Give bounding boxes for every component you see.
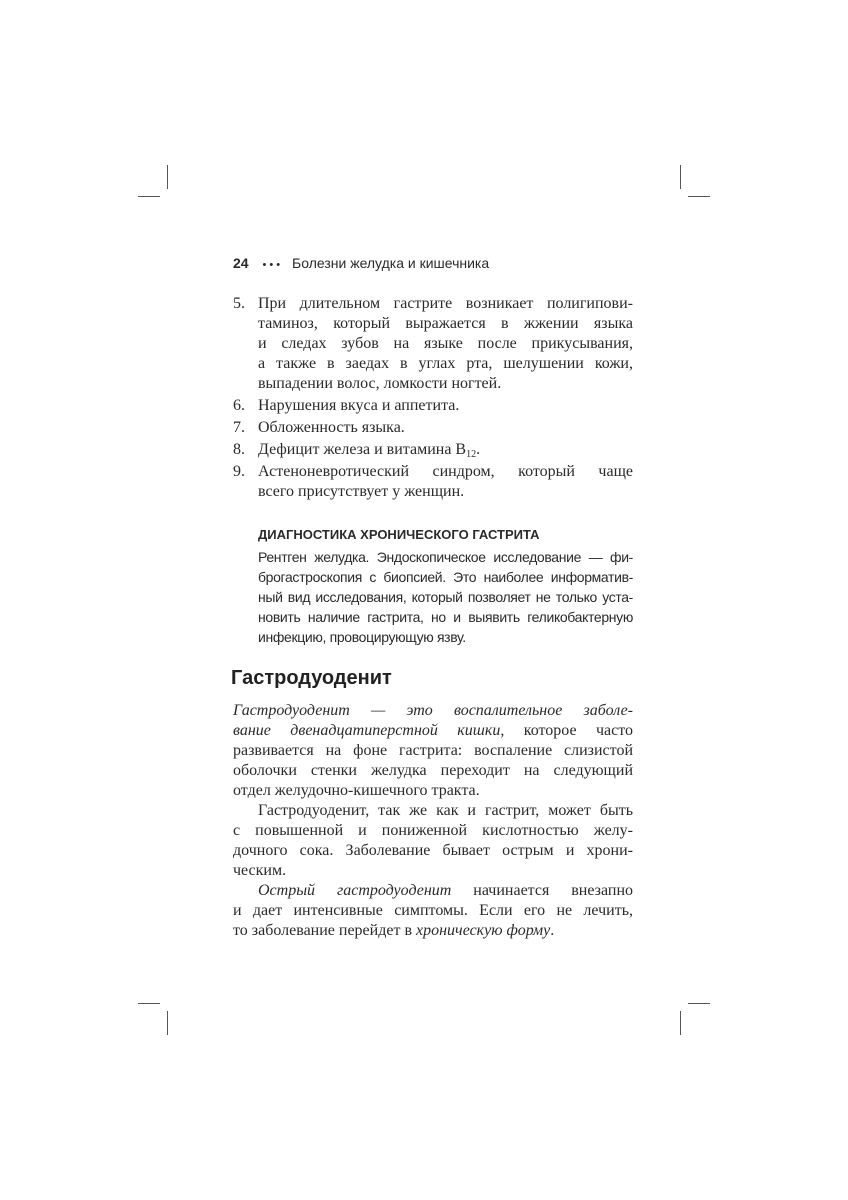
crop-mark [138, 196, 160, 197]
list-item-line: и следах зубов на языке после прикусывания, [258, 335, 633, 352]
italic-text: Острый гастродуоденит [258, 882, 452, 899]
section-body [233, 701, 633, 941]
crop-mark [680, 165, 681, 189]
diagnostics-line: Рентген желудка. Эндоскопическое исследование — фи- [258, 549, 633, 565]
list-item-line: При длительном гастрите возникает полигипови- [258, 295, 633, 312]
text: то заболевание перейдет в [233, 922, 417, 939]
list-item-line: а также в заедах в углах рта, шелушении кожи, [258, 355, 633, 372]
paragraph-line: и дает интенсивные симптомы. Если его не лечить, [233, 902, 633, 919]
list-item-line: таминоз, который выражается в жжении языка [258, 315, 633, 332]
list-number: 5. [233, 295, 245, 312]
diagnostics-block [233, 526, 633, 647]
list-item-text: Дефицит железа и витамина B [258, 441, 467, 458]
paragraph-line: Гастродуоденит, так же как и гастрит, может быть [258, 802, 633, 819]
paragraph-line [233, 881, 633, 901]
running-title: Болезни желудка и кишечника [292, 255, 490, 271]
paragraph-line: дочного сока. Заболевание бывает острым и хрони- [233, 842, 633, 859]
paragraph-line [233, 721, 633, 741]
italic-text: хроническую форму [416, 922, 551, 939]
crop-mark [680, 1011, 681, 1035]
crop-mark [688, 196, 710, 197]
header-dots: • • • [262, 259, 281, 271]
page-content [233, 254, 633, 941]
list-item-line: Обложенность языка. [258, 419, 405, 436]
page-number: 24 [233, 255, 249, 271]
numbered-list [233, 294, 633, 502]
paragraph-line: ческим. [233, 862, 287, 879]
paragraph-line: оболочки стенки желудка переходит на следующий [233, 762, 633, 779]
crop-mark [167, 1011, 168, 1035]
list-item-line: Нарушения вкуса и аппетита. [258, 397, 460, 414]
text: , которое часто [500, 722, 633, 739]
diagnostics-line: ный вид исследования, который позволяет не только уста- [258, 589, 633, 605]
list-item [233, 294, 633, 394]
crop-mark [138, 1003, 160, 1004]
crop-mark [167, 165, 168, 189]
list-item [233, 440, 633, 460]
section-title: Гастродуоденит [231, 667, 392, 689]
list-item-line: всего присутствует у женщин. [258, 483, 465, 500]
list-item [233, 418, 633, 438]
text: . [550, 922, 555, 939]
list-number: 6. [233, 397, 245, 414]
paragraph-line: отдел желудочно-кишечного тракта. [233, 782, 480, 799]
paragraph-line: с повышенной и пониженной кислотностью желу- [233, 822, 633, 839]
text: начинается внезапно [451, 882, 633, 899]
list-item [233, 462, 633, 502]
list-item-line [258, 440, 633, 460]
paragraph-line: развивается на фоне гастрита: воспаление слизистой [233, 742, 633, 759]
italic-text: Гастродуоденит — это воспалительное заболе- [233, 702, 633, 719]
list-item-line: выпадении волос, ломкости ногтей. [258, 375, 502, 392]
diagnostics-heading: ДИАГНОСТИКА ХРОНИЧЕСКОГО ГАСТРИТА [258, 527, 540, 542]
subscript: 12 [466, 449, 477, 460]
list-item-suffix: . [476, 441, 481, 458]
diagnostics-line: брогастроскопия с биопсией. Это наиболее информатив- [258, 569, 633, 585]
diagnostics-line: инфекцию, провоцирующую язву. [258, 629, 466, 645]
list-number: 7. [233, 419, 245, 436]
list-item [233, 396, 633, 416]
list-number: 9. [233, 463, 245, 480]
list-number: 8. [233, 441, 245, 458]
crop-mark [688, 1003, 710, 1004]
diagnostics-line: новить наличие гастрита, но и выявить геликобактерную [258, 609, 633, 625]
paragraph-line [233, 701, 633, 721]
italic-text: вание двенадцатиперстной кишки [233, 722, 501, 739]
paragraph-line [233, 921, 633, 941]
list-item-line: Астеноневротический синдром, который чаще [258, 463, 633, 480]
running-header [233, 254, 633, 274]
